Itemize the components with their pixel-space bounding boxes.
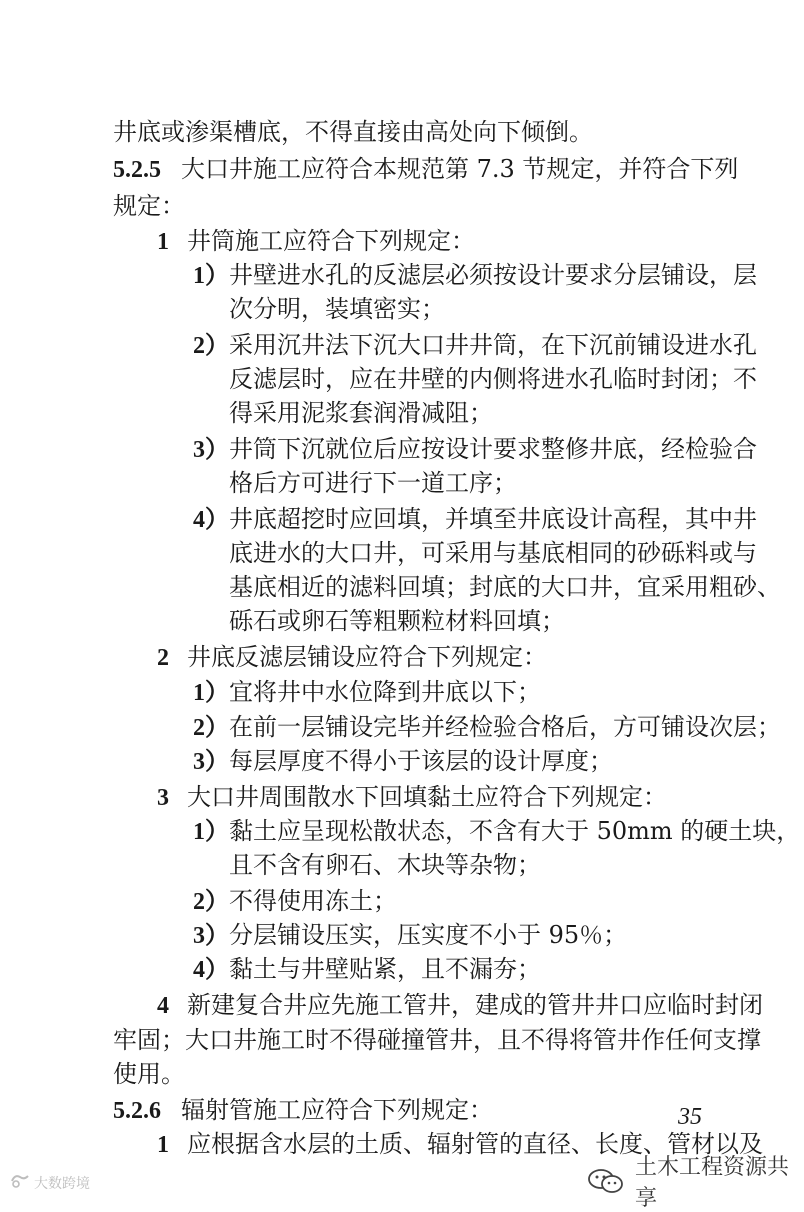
item-number: 4 [157, 993, 169, 1019]
subitem-3: 3）分层铺设压实，压实度不小于 95％； [193, 919, 627, 952]
subitem-number: 2） [193, 715, 229, 741]
item-3: 3 大口井周围散水下回填黏土应符合下列规定： [157, 781, 667, 814]
watermark-left [10, 1173, 90, 1193]
item-4: 4 新建复合井应先施工管井，建成的管井井口应临时封闭 [157, 989, 763, 1022]
page-number: 35 [678, 1104, 702, 1130]
text-line: 使用。 [113, 1060, 185, 1088]
item-1: 1 井筒施工应符合下列规定： [157, 225, 475, 258]
clause-number: 5.2.6 [113, 1098, 161, 1124]
subitem-3: 3）井筒下沉就位后应按设计要求整修井底，经检验合 [193, 433, 757, 466]
subitem-number: 4） [193, 507, 229, 533]
subitem-2: 2）采用沉井法下沉大口井井筒，在下沉前铺设进水孔 [193, 329, 757, 362]
text-line: 且不含有卵石、木块等杂物； [229, 851, 541, 879]
text-line: 规定： [113, 192, 185, 220]
item-number: 3 [157, 785, 169, 811]
subitem-1: 1）宜将井中水位降到井底以下； [193, 676, 541, 709]
subitem-number: 1） [193, 263, 229, 289]
item-number: 1 [157, 229, 169, 255]
text-line: 底进水的大口井，可采用与基底相同的砂砾料或与 [229, 539, 757, 567]
subitem-number: 2） [193, 889, 229, 915]
subitem-number: 1） [193, 680, 229, 706]
subitem-number: 1） [193, 819, 229, 845]
subitem-number: 3） [193, 437, 229, 463]
clause-5-2-5 [113, 153, 738, 186]
wechat-icon [585, 1167, 627, 1195]
brand-logo-icon [10, 1173, 30, 1193]
watermark-text: 土木工程资源共享 [635, 1155, 790, 1211]
text-line: 格后方可进行下一道工序； [229, 469, 517, 497]
subitem-1: 1）黏土应呈现松散状态，不含有大于 50mm 的硬土块， [193, 815, 800, 848]
subitem-2: 2）不得使用冻土； [193, 885, 397, 918]
subitem-4: 4）井底超挖时应回填，并填至井底设计高程，其中井 [193, 503, 757, 536]
watermark-text: 大数跨境 [34, 1176, 90, 1192]
text-line: 基底相近的滤料回填；封底的大口井，宜采用粗砂、 [229, 573, 781, 601]
item-number: 1 [157, 1132, 169, 1158]
subitem-1: 1）井壁进水孔的反滤层必须按设计要求分层铺设，层 [193, 259, 757, 292]
text-line: 反滤层时，应在井壁的内侧将进水孔临时封闭；不 [229, 365, 757, 393]
item-2: 2 井底反滤层铺设应符合下列规定： [157, 641, 547, 674]
subitem-number: 2） [193, 333, 229, 359]
subitem-number: 3） [193, 923, 229, 949]
text-line: 牢固；大口井施工时不得碰撞管井，且不得将管井作任何支撑 [113, 1026, 761, 1054]
clause-text: 辐射管施工应符合下列规定： [181, 1096, 493, 1124]
text-line: 井底或渗渠槽底，不得直接由高处向下倾倒。 [113, 118, 593, 146]
subitem-4: 4）黏土与井壁贴紧，且不漏夯； [193, 953, 541, 986]
text-line: 得采用泥浆套润滑减阻； [229, 399, 493, 427]
clause-number: 5.2.5 [113, 157, 161, 183]
item-number: 2 [157, 645, 169, 671]
text-line: 砾石或卵石等粗颗粒材料回填； [229, 607, 565, 635]
subitem-3: 3）每层厚度不得小于该层的设计厚度； [193, 745, 613, 778]
text-line: 次分明，装填密实； [229, 295, 445, 323]
clause-text: 大口井施工应符合本规范第 7.3 节规定，并符合下列 [181, 155, 739, 183]
watermark-right [585, 1150, 804, 1212]
item-1: 1 应根据含水层的土质、辐射管的直径、长度、管材以及 [157, 1128, 763, 1161]
subitem-number: 4） [193, 957, 229, 983]
subitem-2: 2）在前一层铺设完毕并经检验合格后，方可铺设次层； [193, 711, 781, 744]
clause-5-2-6 [113, 1094, 493, 1127]
subitem-number: 3） [193, 749, 229, 775]
